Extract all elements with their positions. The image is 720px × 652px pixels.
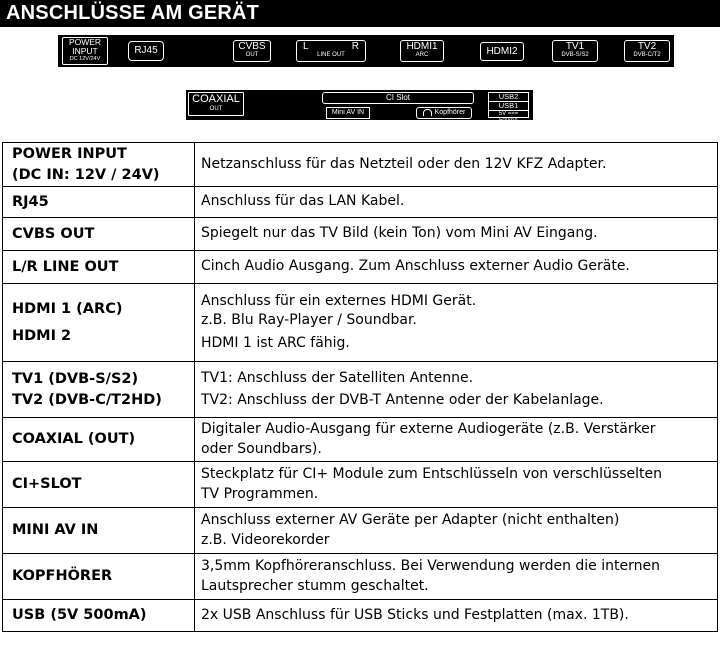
connector-description-cell	[195, 600, 718, 632]
connector-name: CI+SLOT	[12, 476, 82, 492]
power-label-line2: INPUT	[72, 46, 98, 56]
ci-slot-label: CI Slot	[385, 93, 410, 102]
connector-description: TV Programmen.	[201, 485, 319, 502]
tv1-sub-label: DVB-S/S2	[561, 52, 589, 58]
headphone-icon	[423, 109, 432, 116]
connector-description-cell	[195, 362, 718, 418]
connector-description: TV2: Anschluss der DVB-T Antenne oder der Kabelanlage.	[201, 392, 604, 408]
connector-name-cell	[3, 284, 195, 362]
headphone-port	[416, 107, 472, 119]
connector-name-cell	[3, 600, 195, 632]
usb1-label: USB1	[489, 102, 528, 111]
coaxial-label: COAXIAL	[192, 93, 240, 105]
connector-name: TV1 (DVB-S/S2)	[12, 370, 139, 387]
power-input-port	[62, 37, 108, 65]
mini-av-in-label: Mini AV IN	[331, 109, 365, 116]
mini-av-in-port	[326, 107, 370, 119]
connector-name: COAXIAL (OUT)	[12, 431, 136, 447]
ci-slot-port	[322, 92, 474, 104]
headphone-label: Kopfhörer	[434, 109, 466, 116]
connector-description-cell	[195, 284, 718, 362]
line-out-sub-label: LINE OUT	[317, 52, 345, 58]
connector-description: z.B. Blu Ray-Player / Soundbar.	[201, 312, 417, 329]
table-row	[3, 508, 718, 554]
table-row	[3, 251, 718, 284]
connector-name: CVBS OUT	[12, 225, 95, 242]
connector-name-cell	[3, 187, 195, 218]
table-row	[3, 462, 718, 508]
table-row	[3, 187, 718, 218]
table-row	[3, 600, 718, 632]
connector-description-cell	[195, 187, 718, 218]
connector-name: MINI AV IN	[12, 522, 99, 538]
connector-name: L/R LINE OUT	[12, 258, 119, 275]
connector-description: 3,5mm Kopfhöreranschluss. Bei Verwendung werden die internen	[201, 558, 660, 574]
usb2-label: USB2	[489, 93, 528, 102]
connector-panel-bottom	[186, 90, 533, 124]
rj45-label: RJ45	[134, 45, 158, 56]
connector-description-cell	[195, 418, 718, 462]
connector-name-cell	[3, 218, 195, 251]
line-out-port	[296, 40, 366, 62]
connector-name: RJ45	[12, 193, 49, 210]
coaxial-port	[188, 92, 244, 116]
tv2-label: TV2	[637, 41, 657, 52]
table-row	[3, 284, 718, 362]
power-sub-label: DC 12V/24V	[69, 56, 101, 62]
connector-name: USB (5V 500mA)	[12, 607, 147, 623]
connector-description: Anschluss für ein externes HDMI Gerät.	[201, 292, 477, 309]
connector-name-cell	[3, 508, 195, 554]
connector-description: TV1: Anschluss der Satelliten Antenne.	[201, 369, 474, 386]
connector-name: HDMI 1 (ARC)	[12, 300, 123, 317]
connector-name: KOPFHÖRER	[12, 568, 113, 584]
connector-name: HDMI 2	[12, 327, 72, 344]
hdmi2-label: HDMI2	[486, 46, 518, 57]
connector-description: Anschluss für das LAN Kabel.	[201, 193, 405, 210]
connector-name: TV2 (DVB-C/T2HD)	[12, 391, 162, 408]
connector-description-cell	[195, 554, 718, 600]
title-bar	[0, 0, 720, 27]
usb-sub-label: 5V === 500mA	[498, 111, 519, 124]
hdmi1-label: HDMI1	[406, 41, 438, 52]
connector-name: (DC IN: 12V / 24V)	[12, 166, 160, 183]
coaxial-sub-label: OUT	[209, 106, 223, 112]
table-row	[3, 143, 718, 187]
connector-description: Anschluss externer AV Geräte per Adapter (nicht enthalten)	[201, 512, 620, 528]
table-row	[3, 218, 718, 251]
tv2-port	[624, 40, 670, 62]
power-label-line1: POWER	[68, 37, 102, 47]
connector-description-cell	[195, 218, 718, 251]
connector-description: z.B. Videorekorder	[201, 531, 330, 548]
cvbs-label: CVBS	[238, 41, 266, 52]
connector-description: Lautsprecher stumm geschaltet.	[201, 577, 429, 594]
connector-panel-top	[58, 35, 674, 67]
line-out-right-label: R	[351, 41, 359, 52]
tv1-label: TV1	[565, 41, 585, 52]
connector-description-cell	[195, 143, 718, 187]
connector-description: 2x USB Anschluss für USB Sticks und Festplatten (max. 1TB).	[201, 606, 629, 623]
page-title: ANSCHLÜSSE AM GERÄT	[6, 2, 260, 24]
hdmi1-port	[400, 40, 444, 62]
table-row	[3, 362, 718, 418]
cvbs-sub-label: OUT	[245, 52, 259, 58]
connector-description: Digitaler Audio-Ausgang für externe Audiogeräte (z.B. Verstärker	[201, 421, 656, 437]
connection-table	[2, 142, 718, 632]
connector-name-cell	[3, 554, 195, 600]
connector-description: Spiegelt nur das TV Bild (kein Ton) vom Mini AV Eingang.	[201, 225, 598, 242]
connector-description-cell	[195, 462, 718, 508]
connector-name-cell	[3, 462, 195, 508]
tv1-port	[552, 40, 598, 62]
line-out-left-label: L	[303, 41, 309, 52]
connector-description: oder Soundbars).	[201, 440, 322, 457]
connector-description: HDMI 1 ist ARC fähig.	[201, 334, 350, 351]
connector-name-cell	[3, 251, 195, 284]
connector-description: Cinch Audio Ausgang. Zum Anschluss externer Audio Geräte.	[201, 258, 630, 275]
rj45-port	[128, 41, 164, 61]
cvbs-port	[233, 40, 271, 62]
tv2-sub-label: DVB-C/T2	[633, 52, 661, 58]
connector-name: POWER INPUT	[12, 145, 127, 162]
connector-description-cell	[195, 251, 718, 284]
connector-name-cell	[3, 362, 195, 418]
connector-name-cell	[3, 418, 195, 462]
connector-description-cell	[195, 508, 718, 554]
table-row	[3, 418, 718, 462]
hdmi2-port	[480, 42, 524, 61]
table-row	[3, 554, 718, 600]
connector-name-cell	[3, 143, 195, 187]
hdmi1-sub-label: ARC	[415, 52, 429, 58]
connector-description: Steckplatz für CI+ Module zum Entschlüsseln von verschlüsselten	[201, 466, 662, 482]
connector-description: Netzanschluss für das Netzteil oder den 12V KFZ Adapter.	[201, 155, 607, 172]
usb-port	[488, 92, 529, 124]
